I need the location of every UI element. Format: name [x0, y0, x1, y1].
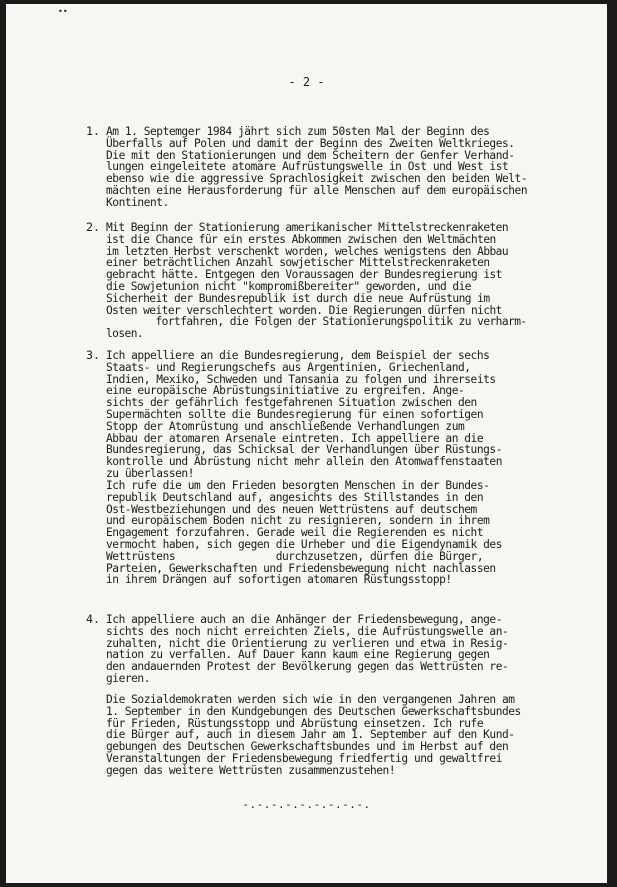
item-paragraph: Ich appelliere auch an die Anhänger der Friedensbewegung, ange- sichts des noch nicht erreichten Ziels, die Aufrüstungswelle an- zuhalten, nicht die Orientierung zu verlieren und etwa in Resig- nation zu verfallen. Auf Dauer kann kaum eine Regierung gegen den andauernden Protest der Bevölkerung gegen das Wettrüsten re- gieren. [106, 613, 509, 685]
document-page [6, 4, 607, 883]
item-paragraph: Ich appelliere an die Bundesregierung, dem Beispiel der sechs Staats- und Regierungschefs aus Argentinien, Griechenland, Indien, Mexiko, Schweden und Tansania zu folgen und ihrerseits eine europäische Abrüstungsinitiative zu ergreifen. Ange- sichts der gefährlich festgefahrenen Situation zwischen den Supermächten sollte die Bundesregierung für einen sofortigen Stopp der Atomrüstung und anschließende Verhandlungen zum Abbau der atomaren Arsenale eintreten. Ich appelliere an die Bundesregierung, das Schicksal der Verhandlungen über Rüstungs- kontrolle und Abrüstung nicht mehr allein den Atomwaffenstaaten zu überlassen! [106, 349, 502, 480]
item-paragraph: Die Sozialdemokraten werden sich wie in den vergangenen Jahren am 1. September in den Kundgebungen des Deutschen Gewerkschaftsbundes für Frieden, Rüstungsstopp und Abrüstung einsetzen. Ich rufe die Bürger auf, auch in diesem Jahr am 1. September auf den Kund- gebungen des Deutschen Gewerkschaftsbundes und im Herbst auf den Veranstaltungen der Friedensbewegung friedfertig und gewaltfrei gegen das weitere Wettrüsten zusammenzustehen! [106, 693, 521, 777]
item-paragraph: Ich rufe die um den Frieden besorgten Menschen in der Bundes- republik Deutschland auf, angesichts des Stillstandes in den Ost-Westbeziehungen und des neuen Wettrüstens auf deutschem und europäischem Boden nicht zu resignieren, sondern in ihrem Engagement forzufahren. Gerade weil die Regierenden es nicht vermocht haben, sich gegen die Urheber und die Eigendynamik des Wettrüstens durchzusetzen, dürfen die Bürger, Parteien, Gewerkschaften und Friedensbewegung nicht nachlassen in ihrem Drängen auf sofortigen atomaren Rüstungsstopp! [106, 479, 502, 587]
item-paragraph: Mit Beginn der Stationierung amerikanischer Mittelstreckenraketen ist die Chance für ein erstes Abkommen zwischen den Weltmächten im letzten Herbst verschenkt worden, welches wenigstens den Abbau einer beträchtlichen Anzahl sowjetischer Mittelstreckenraketen gebracht hätte. Entgegen den Voraussagen der Bundesregierung ist die Sowjetunion nicht "kompromißbereiter" geworden, und die Sicherheit der Bundesrepublik ist durch die neue Aufrüstung im Osten weiter verschlechtert worden. Die Regierungen dürfen nicht fortfahren, die Folgen der Stationierungspolitik zu verharm- losen. [106, 221, 527, 341]
item-number: 2. [86, 220, 100, 234]
page-number: - 2 - [288, 75, 325, 89]
end-divider: -.-.-.-.-.-.-.-.-. [242, 798, 371, 811]
item-paragraph: Am 1. Septemger 1984 jährt sich zum 50sten Mal der Beginn des Überfalls auf Polen und damit der Beginn des Zweiten Weltkrieges. Die mit den Stationierungen und dem Scheitern der Genfer Verhand- lungen eingeleitete atomare Aufrüstungswelle in Ost und West ist ebenso wie die aggressive Sprachlosigkeit zwischen den beiden Welt- mächten eine Herausforderung für alle Menschen auf dem europäischen Kontinent. [106, 125, 528, 209]
item-number: 1. [86, 124, 100, 138]
corner-mark: •• [58, 7, 68, 16]
item-number: 3. [86, 348, 100, 362]
item-number: 4. [86, 612, 100, 626]
